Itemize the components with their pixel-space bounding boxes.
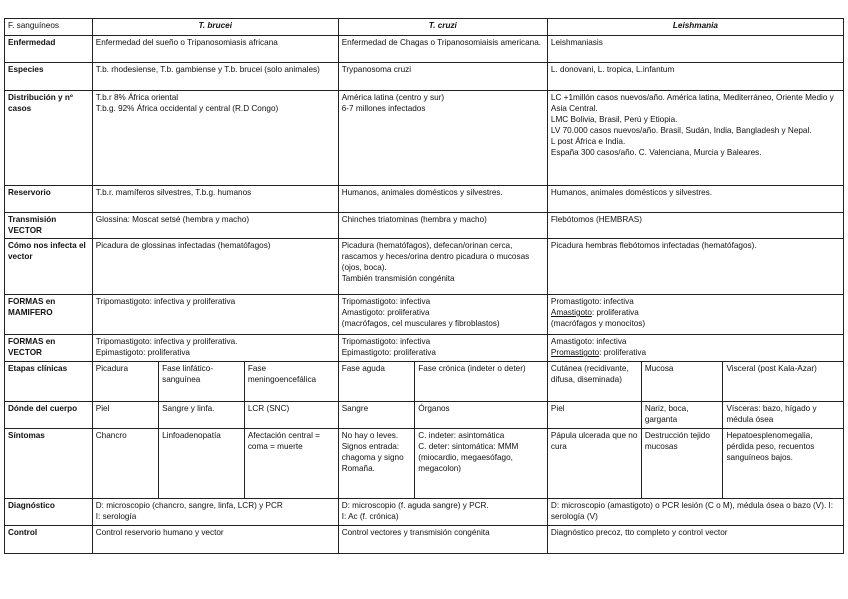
row-formas-mamifero	[5, 295, 844, 335]
cell-leishmania: Picadura hembras flebótomos infectadas (hematófagos).	[547, 239, 843, 295]
text-line: L post África e India.	[550, 137, 626, 146]
cell-brucei: Tripomastigoto: infectiva y proliferativa	[92, 295, 338, 335]
row-label: Cómo nos infecta el vector	[5, 239, 93, 295]
text-line: Epimastigoto: proliferativa	[341, 348, 436, 357]
cell-brucei: Control reservorio humano y vector	[92, 526, 338, 554]
row-label: Etapas clínicas	[5, 362, 93, 402]
underlined-term: Amastigoto	[550, 308, 592, 317]
cell-brucei	[92, 335, 338, 362]
cell-leishmania	[547, 335, 843, 362]
header-t-brucei: T. brucei	[92, 19, 338, 36]
row-donde-cuerpo	[5, 402, 844, 429]
cell-leishmania: Humanos, animales domésticos y silvestres.	[547, 186, 843, 213]
cell-brucei-1: Piel	[92, 402, 158, 429]
text-line: América latina (centro y sur)	[341, 93, 445, 102]
row-label: FORMAS en VECTOR	[5, 335, 93, 362]
cell-brucei: T.b. rhodesiense, T.b. gambiense y T.b. brucei (solo animales)	[92, 63, 338, 91]
cell-brucei-1: Picadura	[92, 362, 158, 402]
cell-cruzi-2	[415, 429, 548, 499]
text-line: LV 70.000 casos nuevos/año. Brasil, Sudán, India, Bangladesh y Nepal.	[550, 126, 812, 135]
cell-cruzi-1: Sangre	[338, 402, 415, 429]
cell-cruzi: Control vectores y transmisión congénita	[338, 526, 547, 554]
text-line: Picadura (hematófagos), defecan/orinan cerca, rascamos y heces/orina dentro picadura o mucosas (ojos, boca).	[341, 241, 530, 272]
text-line: 6-7 millones infectados	[341, 104, 426, 113]
cell-leishmania-1: Piel	[547, 402, 641, 429]
header-t-cruzi: T. cruzi	[338, 19, 547, 36]
cell-leishmania: D: microscopio (amastigoto) o PCR lesión (C o M), médula ósea o bazo (V). I: serología (V)	[547, 499, 843, 526]
text-line: Amastigoto: infectiva	[550, 337, 627, 346]
text-line: (macrófagos, cel musculares y fibroblastos)	[341, 319, 500, 328]
row-enfermedad	[5, 36, 844, 63]
cell-cruzi-2: Órganos	[415, 402, 548, 429]
text-line: LMC Bolivia, Brasil, Perú y Etiopia.	[550, 115, 678, 124]
row-control	[5, 526, 844, 554]
cell-brucei-2: Sangre y linfa.	[159, 402, 245, 429]
row-label: Diagnóstico	[5, 499, 93, 526]
text-line: Amastigoto: proliferativa	[341, 308, 430, 317]
row-label: Control	[5, 526, 93, 554]
comparison-table	[4, 18, 844, 554]
cell-brucei: Picadura de glossinas infectadas (hematófagos)	[92, 239, 338, 295]
cell-leishmania: L. donovani, L. tropica, L.infantum	[547, 63, 843, 91]
row-sintomas	[5, 429, 844, 499]
header-leishmania: Leishmania	[547, 19, 843, 36]
cell-leishmania: Leishmaniasis	[547, 36, 843, 63]
text-line: Tripomastigoto: infectiva	[341, 337, 431, 346]
text-line: Tripomastigoto: infectiva	[341, 297, 431, 306]
cell-cruzi: Humanos, animales domésticos y silvestres.	[338, 186, 547, 213]
row-formas-vector	[5, 335, 844, 362]
cell-brucei-3: Fase meningoencefálica	[244, 362, 338, 402]
cell-cruzi	[338, 91, 547, 186]
text-line: España 300 casos/año. C. Valenciana, Murcia y Baleares.	[550, 148, 762, 157]
row-label: Síntomas	[5, 429, 93, 499]
text-line: T.b.g. 92% África occidental y central (R.D Congo)	[95, 104, 279, 113]
text-line: D: microscopio (f. aguda sangre) y PCR.	[341, 501, 489, 510]
cell-cruzi	[338, 335, 547, 362]
row-label: Especies	[5, 63, 93, 91]
cell-leishmania-3: Vísceras: bazo, hígado y médula ósea	[723, 402, 844, 429]
text-line: Epimastigoto: proliferativa	[95, 348, 190, 357]
row-especies	[5, 63, 844, 91]
cell-brucei-3: Afectación central = coma = muerte	[244, 429, 338, 499]
cell-leishmania: Diagnóstico precoz, tto completo y control vector	[547, 526, 843, 554]
row-diagnostico	[5, 499, 844, 526]
text-line: I: Ac (f. crónica)	[341, 512, 399, 521]
cell-leishmania	[547, 295, 843, 335]
row-label: Distribución y nº casos	[5, 91, 93, 186]
text-line	[551, 307, 840, 318]
text-fragment: : proliferativa	[591, 308, 639, 317]
cell-cruzi	[338, 499, 547, 526]
cell-cruzi-2: Fase crónica (indeter o deter)	[415, 362, 548, 402]
header-row	[5, 19, 844, 36]
row-etapas-clinicas	[5, 362, 844, 402]
cell-leishmania-1: Pápula ulcerada que no cura	[547, 429, 641, 499]
row-label: Transmisión VECTOR	[5, 213, 93, 239]
row-label: Enfermedad	[5, 36, 93, 63]
cell-cruzi-1: Fase aguda	[338, 362, 415, 402]
cell-brucei-2: Linfoadenopatía	[159, 429, 245, 499]
row-label: Reservorio	[5, 186, 93, 213]
cell-cruzi	[338, 295, 547, 335]
row-transmision	[5, 213, 844, 239]
cell-cruzi: Chinches triatominas (hembra y macho)	[338, 213, 547, 239]
row-label: Dónde del cuerpo	[5, 402, 93, 429]
row-como-infecta	[5, 239, 844, 295]
cell-brucei	[92, 91, 338, 186]
cell-brucei-3: LCR (SNC)	[244, 402, 338, 429]
cell-brucei	[92, 499, 338, 526]
cell-brucei: Enfermedad del sueño o Tripanosomiasis africana	[92, 36, 338, 63]
text-line: Promastigoto: infectiva	[550, 297, 634, 306]
row-label: FORMAS en MAMIFERO	[5, 295, 93, 335]
text-line: C. indeter: asintomática	[418, 431, 505, 440]
cell-leishmania-1: Cutánea (recidivante, difusa, diseminada)	[547, 362, 641, 402]
cell-cruzi-1: No hay o leves. Signos entrada: chagoma y signo Romaña.	[338, 429, 415, 499]
header-corner: F. sanguíneos	[5, 19, 93, 36]
cell-brucei-2: Fase linfático-sanguínea	[159, 362, 245, 402]
cell-leishmania	[547, 91, 843, 186]
text-line: D: microscopio (chancro, sangre, linfa, LCR) y PCR	[95, 501, 283, 510]
cell-cruzi: Enfermedad de Chagas o Tripanosomiaisis americana.	[338, 36, 547, 63]
text-line	[551, 347, 840, 358]
row-reservorio	[5, 186, 844, 213]
cell-leishmania-3: Visceral (post Kala-Azar)	[723, 362, 844, 402]
page	[0, 18, 844, 554]
cell-leishmania-2: Mucosa	[641, 362, 723, 402]
text-line: T.b.r 8% África oriental	[95, 93, 179, 102]
text-line: Tripomastigoto: infectiva y proliferativa.	[95, 337, 238, 346]
cell-cruzi: Trypanosoma cruzi	[338, 63, 547, 91]
text-line: (macrófagos y monocitos)	[550, 319, 646, 328]
text-line: I: serología	[95, 512, 137, 521]
text-line: LC +1millón casos nuevos/año. América latina, Mediterráneo, Oriente Medio y Asia Central.	[550, 93, 834, 113]
cell-brucei-1: Chancro	[92, 429, 158, 499]
row-distribucion	[5, 91, 844, 186]
cell-leishmania-3: Hepatoesplenomegalia, pérdida peso, recuentos sanguíneos bajos.	[723, 429, 844, 499]
cell-leishmania-2: Nariz, boca, garganta	[641, 402, 723, 429]
text-fragment: : proliferativa	[599, 348, 647, 357]
cell-leishmania: Flebótomos (HEMBRAS)	[547, 213, 843, 239]
cell-leishmania-2: Destrucción tejido mucosas	[641, 429, 723, 499]
text-line: También transmisión congénita	[341, 274, 455, 283]
underlined-term: Promastigoto	[550, 348, 600, 357]
text-line: C. deter: sintomática: MMM (miocardio, megaesófago, megacolon)	[418, 442, 519, 473]
cell-brucei: Glossina: Moscat setsé (hembra y macho)	[92, 213, 338, 239]
cell-brucei: T.b.r. mamíferos silvestres, T.b.g. humanos	[92, 186, 338, 213]
cell-cruzi	[338, 239, 547, 295]
